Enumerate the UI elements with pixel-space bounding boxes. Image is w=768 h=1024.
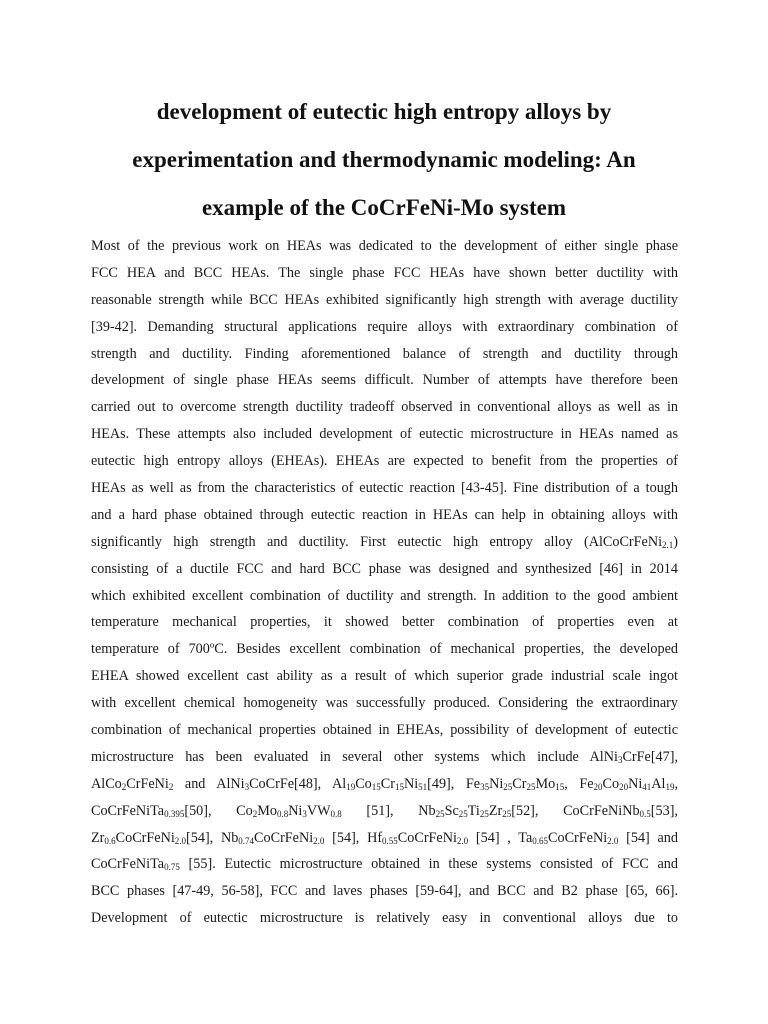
text-run: and AlNi [173,775,245,792]
subscript-text: 3 [617,754,623,765]
text-run: with excellent chemical homogeneity was successfully produced. Considering the extraordinary [91,695,678,712]
subscript-text: 15 [371,781,381,792]
text-run: consisting of a ductile FCC and hard BCC phase was designed and synthesized [46] in 2014 [91,560,678,577]
text-run: [54] , Ta [468,829,533,846]
subscript-text: 25 [435,808,445,819]
subscript-text: 0.5 [639,808,651,819]
text-run: CrFeNi [126,775,169,792]
text-run: Zr [488,802,503,819]
text-run: FCC HEA and BCC HEAs. The single phase FCC HEAs have shown better ductility with [91,264,678,281]
text-run: CoCrFeNiTa [91,802,165,819]
body-line [91,448,678,475]
subscript-text: 0.75 [164,862,180,873]
body-line [91,690,678,717]
subscript-text: 25 [458,808,468,819]
subscript-text: 2 [121,781,127,792]
text-run: ) [673,533,678,550]
text-run: [39-42]. Demanding structural applications require alloys with extraordinary combination of [91,318,678,335]
text-run: CrFe[47], [622,748,678,765]
body-line [91,878,678,905]
subscript-text: 2.0 [456,835,469,846]
text-run: EHEA showed excellent cast ability as a result of which superior grade industrial scale ingot [91,668,678,685]
text-run: Ni [288,802,303,819]
subscript-text: 20 [593,781,603,792]
subscript-text: 2.0 [313,835,325,846]
body-line [91,260,678,287]
text-run: microstructure has been evaluated in several other systems which include AlNi [91,748,618,765]
subscript-text: 0.65 [532,835,549,846]
subscript-text: 0.8 [330,808,342,819]
text-run: [53], [650,802,678,819]
subscript-text: 2.1 [662,539,674,550]
text-run: temperature of 700ºC. Besides excellent combination of mechanical properties, the developed [91,641,678,658]
text-run: strength and ductility. Finding aforementioned balance of strength and ductility through [91,345,678,362]
text-run: Most of the previous work on HEAs was dedicated to the development of either single phase [91,238,678,254]
subscript-text: 2 [168,781,174,792]
document-title [60,88,708,232]
text-run: [52], CoCrFeNiNb [511,802,640,819]
text-run: combination of mechanical properties obtained in EHEAs, possibility of development of eutectic [91,722,678,739]
text-run: Co [355,775,372,792]
text-run: CoCrFeNi [115,829,175,846]
subscript-text: 0.55 [382,835,398,846]
title-line: example of the CoCrFeNi-Mo system [201,195,567,220]
body-line [91,825,678,852]
body-line [91,421,678,448]
body-line [91,636,678,663]
body-line [91,314,678,341]
text-run: , [674,775,679,792]
text-run: CoCrFeNi [397,829,457,846]
subscript-text: 25 [479,808,489,819]
subscript-text: 19 [346,781,356,792]
subscript-text: 15 [394,781,404,792]
subscript-text: 0.74 [238,835,255,846]
subscript-text: 2.0 [174,835,187,846]
text-run: CoCrFeNi [548,829,608,846]
subscript-text: 25 [526,781,536,792]
title-line: development of eutectic high entropy alloys by [156,99,612,124]
body-line [91,367,678,394]
text-run: which exhibited excellent combination of ductility and strength. In addition to the good ambient [91,587,678,604]
body-line [91,744,678,771]
body-line [91,233,678,260]
text-run: Co [602,775,620,792]
text-run: carried out to overcome strength ductility tradeoff observed in conventional alloys as well as in [91,399,678,416]
subscript-text: 3 [302,808,307,819]
text-run: Cr [380,775,395,792]
text-run: Sc [444,802,459,819]
body-line [91,771,678,798]
text-run: Cr [512,775,527,792]
body-line [91,341,678,368]
subscript-text: 3 [244,781,250,792]
text-run: BCC phases [47-49, 56-58], FCC and laves phases [59-64], and BCC and B2 phase [65, 66]. [91,883,678,900]
body-line [91,717,678,744]
body-line [91,394,678,421]
text-run: Development of eutectic microstructure is relatively easy in conventional alloys due to [91,910,678,927]
text-run: HEAs. These attempts also included development of eutectic microstructure in HEAs named as [91,426,678,443]
subscript-text: 15 [555,781,565,792]
text-run: CoCrFeNiTa [91,856,165,873]
text-run: eutectic high entropy alloys (EHEAs). EHEAs are expected to benefit from the properties of [91,453,678,470]
body-line [91,475,678,502]
subscript-text: 19 [665,781,675,792]
subscript-text: 25 [502,808,512,819]
subscript-text: 41 [642,781,652,792]
text-run: and a hard phase obtained through eutectic reaction in HEAs can help in obtaining alloys with [91,506,678,523]
body-line [91,583,678,610]
subscript-text: 25 [503,781,513,792]
text-run: HEAs as well as from the characteristics of eutectic reaction [43-45]. Fine distribution of a tough [91,480,678,497]
text-run: Ni [628,775,643,792]
text-run: Ti [467,802,480,819]
body-line [91,287,678,314]
text-run: Al [651,775,666,792]
text-run: CoCrFeNi [254,829,314,846]
title-line: experimentation and thermodynamic modeling: An [132,147,636,172]
subscript-text: 35 [480,781,490,792]
text-run: [50], Co [184,802,253,819]
body-paragraph [91,233,678,932]
body-line [91,905,678,932]
body-line [91,663,678,690]
subscript-text: 0.8 [276,808,289,819]
subscript-text: 0.6 [104,835,116,846]
body-line [91,502,678,529]
text-run: Mo [257,802,277,819]
subscript-text: 51 [418,781,428,792]
subscript-text: 0.395 [164,808,185,819]
text-run: CoCrFe[48], Al [249,775,347,792]
text-run: [49], Fe [427,775,481,792]
body-line [91,851,678,878]
body-line [91,529,678,556]
text-run: [54] and [618,829,678,846]
text-run: significantly high strength and ductility. First eutectic high entropy alloy (AlCoCrFeNi [91,533,663,550]
body-line [91,798,678,825]
text-run: [54], Nb [186,829,239,846]
body-line [91,556,678,583]
text-run: Zr [91,829,105,846]
subscript-text: 2.0 [607,835,619,846]
text-run: Ni [403,775,419,792]
text-run: Ni [489,775,504,792]
text-run: [51], Nb [341,802,436,819]
body-line [91,609,678,636]
text-run: AlCo [91,775,122,792]
text-run: Mo [535,775,556,792]
text-run: VW [306,802,331,819]
text-run: , Fe [564,775,594,792]
subscript-text: 20 [619,781,629,792]
text-run: temperature mechanical properties, it showed better combination of properties even at [91,614,678,631]
text-run: reasonable strength while BCC HEAs exhibited significantly high strength with average ductility [91,291,678,308]
text-run: [54], Hf [324,829,383,846]
text-run: development of single phase HEAs seems difficult. Number of attempts have therefore been [91,372,678,389]
subscript-text: 2 [252,808,258,819]
text-run: [55]. Eutectic microstructure obtained in these systems consisted of FCC and [179,856,678,873]
